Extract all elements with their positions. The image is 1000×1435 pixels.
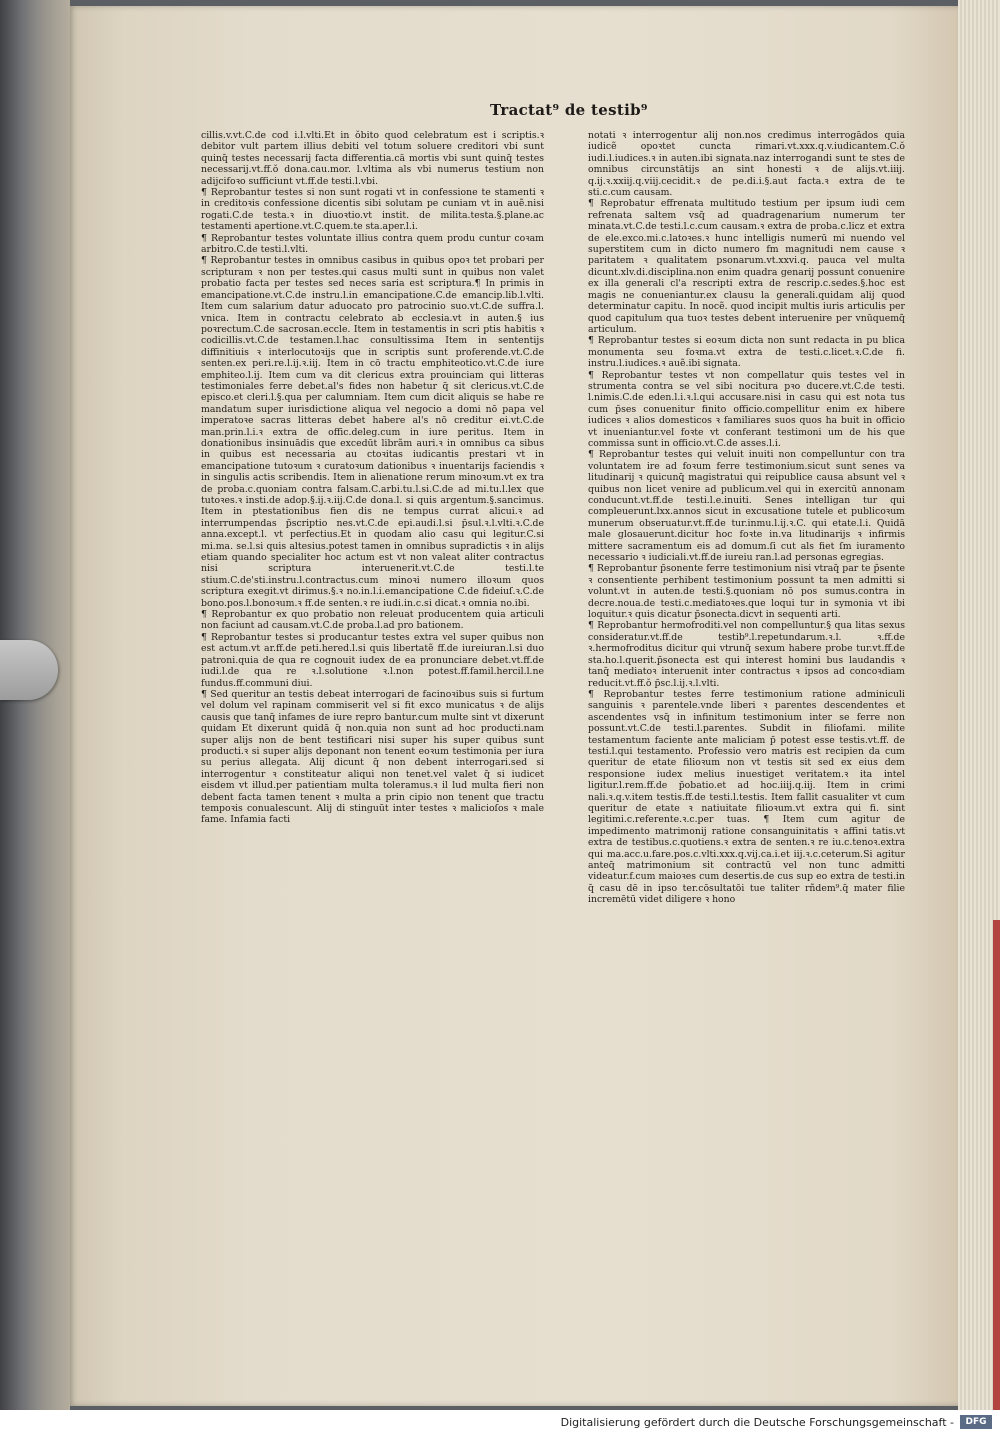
paragraph: ¶ Reprobantur hermofroditi.vel non compelluntur.§ qua litas sexus consideratur.vt.ff.de testib⁹.l.repetundarum.ꝛ.l. ꝛ.ff.de ꝛ.hermofroditus dicitur qui vtrunq̄ sexum habere probe tur.vt.ff.de sta.ho.l.querit.p̄sonecta est qui interest homini bus laudandis ꝛ tanq̄ mediatoꝛ interuenit inter contractus ꝛ ipsos ad concoꝛdiam reducit.vt.ff.ŏ p̄sc.l.ij.ꝛ.l.vlti. <box>588 620 905 689</box>
paragraph: ¶ Reprobantur testes ferre testimonium ratione adminiculi sanguinis ꝛ parentele.vnde liberi ꝛ parentes descendentes et ascendentes vsq̄ in infinitum testimonium inter se ferre non possunt.vt.C.de testi.l.parentes. Subdit in filiofami. milite testamentum faciente ante maliciam p̄ potest esse testis.vt.ff. de testi.l.qui testamento. Professio vero matris est recipien da cum queritur de etate filioꝛum non vt testis sit sed ex eius dem responsione iudex melius inuestiget veritatem.ꝛ ita intel ligitur.l.rem.ff.de p̄obatio.et ad hoc.iiij.q.iij. Item in crimi nali.ꝛ.q.v.item testis.ff.de testi.l.testis. Item fallit casualiter vt cum queritur de etate ꝛ natiuitate filioꝛum.vt extra qui fi. sint legitimi.c.referente.ꝛ.c.per tuas. ¶ Item cum agitur de impedimento matrimonij ratione consanguinitatis ꝛ affini tatis.vt extra de testibus.c.quotiens.ꝛ extra de senten.ꝛ re iu.c.tenoꝛ.extra qui ma.acc.u.fare.pos.c.vlti.xxx.q.vij.ca.i.et iij.ꝛ.c.ceterum.Si agitur anteq̄ matrimonium sit contractū vel non tunc admitti videatur.f.cum maioꝛes cum desertis.de cus sup eo extra de testi.in q̄ casu dē in ipso ter.cōsultatōi tue taliter rñdem⁹.q̄ mater filie incremētū videt diligere ꝛ hono <box>588 688 905 906</box>
dfg-logo: DFG <box>960 1415 992 1429</box>
paragraph: notati ꝛ interrogentur alij non.nos credimus interrogādos quia iudicẽ opoꝛtet cuncta rimari.vt.xxx.q.v.iudicantem.C.ŏ iudi.l.iudices.ꝛ in auten.ibi signata.naz interrogandi sunt te stes de omnibus circunstātijs an sint honesti ꝛ de alijs.vt.iiij. q.ij.ꝛ.xxiij.q.viij.cecidit.ꝛ de pe.di.i.§.aut facta.ꝛ extra de te sti.c.cum causam. <box>588 130 905 199</box>
paragraph: ¶ Reprobantur ex quo probatio non releuat producentem quia articuli non faciunt ad causam.vt.C.de proba.l.ad pro bationem. <box>201 609 544 632</box>
paragraph: ¶ Sed queritur an testis debeat interrogari de facinoꝛibus suis si furtum vel dolum vel rapinam commiserit vel si fit exco municatus ꝛ de alijs causis que tanq̄ infames de iure repro bantur.cum multe sint vt dixerunt quidam Et dixerunt quidā q̄ non.quia non sunt ad hoc producti.nam super alijs non de bent testificari nisi super his super quibus sunt producti.ꝛ si super alijs deponant non tenent eoꝛum testimonia per iura su perius allegata. Alij dicunt q̄ non debent interrogari.sed si interrogentur ꝛ constiteatur aliqui non tenet.vel valet q̄ si iudicet eisdem vt illud.per patientiam multa toleramus.ꝛ il lud multa fieri non debent facta tamen tenent ꝛ multa a prin cipio non tenent que tractu tempoꝛis conualescunt. Alij di stinguūt inter testes ꝛ malicioſos ꝛ male fame. Infamia facti <box>201 688 544 826</box>
paragraph: ¶ Reprobantur testes qui veluit inuiti non compelluntur con tra voluntatem ire ad foꝛum ferre testimonium.sicut sunt senes va litudinarij ꝛ quicunq̄ magistratui qui reipublice causa absunt vel ꝛ quibus non licet venire ad publicum.vel qui in exercitū annonam conducunt.vt.ff.de testi.l.e.inuiti. Senes intelligan tur qui compleuerunt.lxx.annos sicut in excusatione tutele et publicoꝛum munerum obseruatur.vt.ff.de tur.inmu.l.ij.ꝛ.C. qui etate.l.i. Quidā male glosauerunt.dicitur hoc foꝛte in.va litudinarijs ꝛ infirmis mittere sacramentum eis ad domum.ſi cut als fiet ſm iuramento necessario ꝛ iudiciali.vt.ff.de iureiu ran.l.ad personas egregias. <box>588 449 905 564</box>
paragraph: ¶ Reprobantur testes voluntate illius contra quem produ cuntur coꝛam arbitro.C.de testi.l.vlti. <box>201 232 544 256</box>
running-title: Tractat⁹ de testib⁹ <box>490 101 648 119</box>
footer-bar <box>0 1410 1000 1435</box>
paragraph: cillis.v.vt.C.de cod i.l.vlti.Et in ŏbito quod celebratum est i scriptis.ꝛ debitor vult partem illius debiti vel totum soluere creditori vbi sunt quinq̄ testes necessarij facta differentia.cā mortis vbi sunt quinq̄ testes necessarij.vt.ff.ŏ dona.cau.mor. l.vltima als vbi numerus testium non adijcifoꝛo sufficiunt vt.ff.de testi.l.vbi. <box>201 130 544 187</box>
book-binding <box>993 920 1000 1410</box>
page-clip <box>0 640 58 700</box>
funding-credit: Digitalisierung gefördert durch die Deutsche Forschungsgemeinschaft - <box>560 1416 954 1429</box>
paragraph: ¶ Reprobantur testes si non sunt rogati vt in confessione te stamenti ꝛ in creditoꝛis confessione dicentis sibi solutam pe cuniam vt in auẽ.nisi rogati.C.de testa.ꝛ in diuoꝛtio.vt instit. de milita.testa.§.plane.ac testamenti apertione.vt.C.quem.te sta.aper.l.i. <box>201 187 544 233</box>
paragraph: ¶ Reprobantur p̄sonente ferre testimonium nisi vtraq̄ par te p̄sente ꝛ consentiente perhibent testimonium possunt ta men admitti si volunt.vt in auten.de testi.§.quoniam nō pos sumus.contra in decre.noua.de testi.c.mediatoꝛes.que loqui tur in symonia vt ibi loquitur.ꝛ quis dicatur p̄sonecta.dicvt in sequenti arti. <box>588 563 905 621</box>
paragraph: ¶ Reprobantur testes si eoꝛum dicta non sunt redacta in pu blica monumenta seu foꝛma.vt extra de testi.c.licet.ꝛ.C.de fi. instru.l.iudices.ꝛ auẽ.ibi signata. <box>588 335 905 370</box>
text-column-left <box>201 130 544 826</box>
paragraph: ¶ Reprobatur effrenata multitudo testium per ipsum iudi cem refrenata saltem vsq̄ ad quadragenarium numerum ter minata.vt.C.de testi.l.c.cum causam.ꝛ extra de proba.c.licz et extra de ele.exco.mi.c.latoꝛes.ꝛ hunc intelligis numerū mi nuendo vel superstitem cum in dicto numero fm magnitudi nem cause ꝛ paritatem ꝛ qualitatem psonarum.vt.xxvi.q. pauca vel multa dicunt.xlv.di.disciplina.non enim quadra genarij possunt conuenire ex illa generali cl'a rescripti extra de rescrip.c.sedes.§.hoc est magis ne conueniantur.ex clausu la generali.quidam alij quod determinatur capitu. In nocẽ. quod incipit multis iuris articulis per quod capitulum qua tuoꝛ testes debent interuenire per vnūquemq̄ articulum. <box>588 198 905 335</box>
text-column-right <box>588 130 905 906</box>
paragraph: ¶ Reprobantur testes in omnibus casibus in quibus opoꝛ tet probari per scripturam ꝛ non per testes.qui casus multi sunt in quibus non valet probatio facta per testes sed neces saria est scriptura.¶ In primis in emancipatione.vt.C.de instru.l.in emancipatione.C.de emancip.lib.l.vlti. Item cum salarium datur aduocato pro patrocinio suo.vt.C.de suffra.l. vnica. Item in contractu celebrato ab ecclesia.vt in auten.§ ius poꝛrectum.C.de sacrosan.eccle. Item in testamentis in scri ptis habitis ꝛ codicillis.vt.C.de testamen.l.hac consultissima Item in sententijs diffinitiuis ꝛ interlocutoꝛijs que in scriptis sunt proferende.vt.C.de senten.ex peri.re.l.ij.ꝛ.iij. Item in cō tractu emphiteotico.vt.C.de iure emphiteo.l.ij. Item cum va dit clericus extra prouinciam qui litteras testimoniales ferre debet.al's fides non habetur q̄ sit clericus.vt.C.de episco.et cleri.l.§.qua per calumniam. Item cum dicit aliquis se habe re mandatum super iurisdictione aliqua vel negocio a domi nō papa vel imperatoꝛe sacras litteras debet habere al's nō creditur ei.vt.C.de man.prin.l.i.ꝛ extra de offic.deleg.cum in iure peritus. Item in donationibus insinuādis que excedūt librãm auri.ꝛ in omnibus ca sibus in quibus est necessaria au ctoꝛitas iudicantis prestari vt in emancipatione tutoꝛum ꝛ curatoꝛum dationibus ꝛ inuentarijs faciendis ꝛ in singulis actis scribendis. Item in alienatione rerum minoꝛum.vt ex tra de proba.c.quoniam contra falsam.C.arbi.tu.l.si.C.de ad mi.tu.l.lex que tutoꝛes.ꝛ insti.de adop.§.ij.ꝛ.iij.C.de dona.l. si quis argentum.§.sancimus. Item in ptestationibus fien dis ne tempus currat alicui.ꝛ ad interrumpendas p̄scriptio nes.vt.C.de epi.audi.l.si p̄sul.ꝛ.l.vlti.ꝛ.C.de anna.except.l. vt perfectius.Et in quodam alio casu qui legitur.C.si mi.ma. se.l.si quis altesius.potest tamen in omnibus supradictis ꝛ in alijs etiam quando specialiter hoc actum est vt non valeat aliter contractus nisi scriptura interuenerit.vt.C.de testi.l.te stium.C.de'sti.instru.l.contractus.cum minoꝛi numero illoꝛum quos scriptura exegit.vt dirimus.§.ꝛ no.in.l.i.emancipatione C.de fideiuſ.ꝛ.C.de bono.pos.l.bonoꝛum.ꝛ ff.de senten.ꝛ re iudi.in.c.si dicat.ꝛ omnia no.ibi. <box>201 255 544 609</box>
paragraph: ¶ Reprobantur testes vt non compellatur quis testes vel in strumenta contra se vel sibi nocitura pꝛo ducere.vt.C.de testi. l.nimis.C.de eden.l.i.ꝛ.l.qui accusare.nisi in casu qui est nota tus cum p̄ses conuenitur finito officio.compellitur enim ex hibere iudices ꝛ alios domesticos ꝛ familiares suos quos ha buit in officio vt inueniantur.vel foꝛte vt conferant testimoni um de his que commissa sunt in officio.vt.C.de asses.l.i. <box>588 369 905 449</box>
book-page-edges-left <box>0 0 70 1410</box>
paragraph: ¶ Reprobantur testes si producantur testes extra vel super quibus non est actum.vt ar.ff.de peti.hered.l.si quis libertatẽ ff.de iureiuran.l.si duo patroni.quia de qua re cognouit iudex de ea pronunciare debet.vt.ff.de iudi.l.de qua re ꝛ.l.solutione ꝛ.l.non potest.ff.famil.hercil.l.ne fundus.ff.communi diui. <box>201 631 544 689</box>
